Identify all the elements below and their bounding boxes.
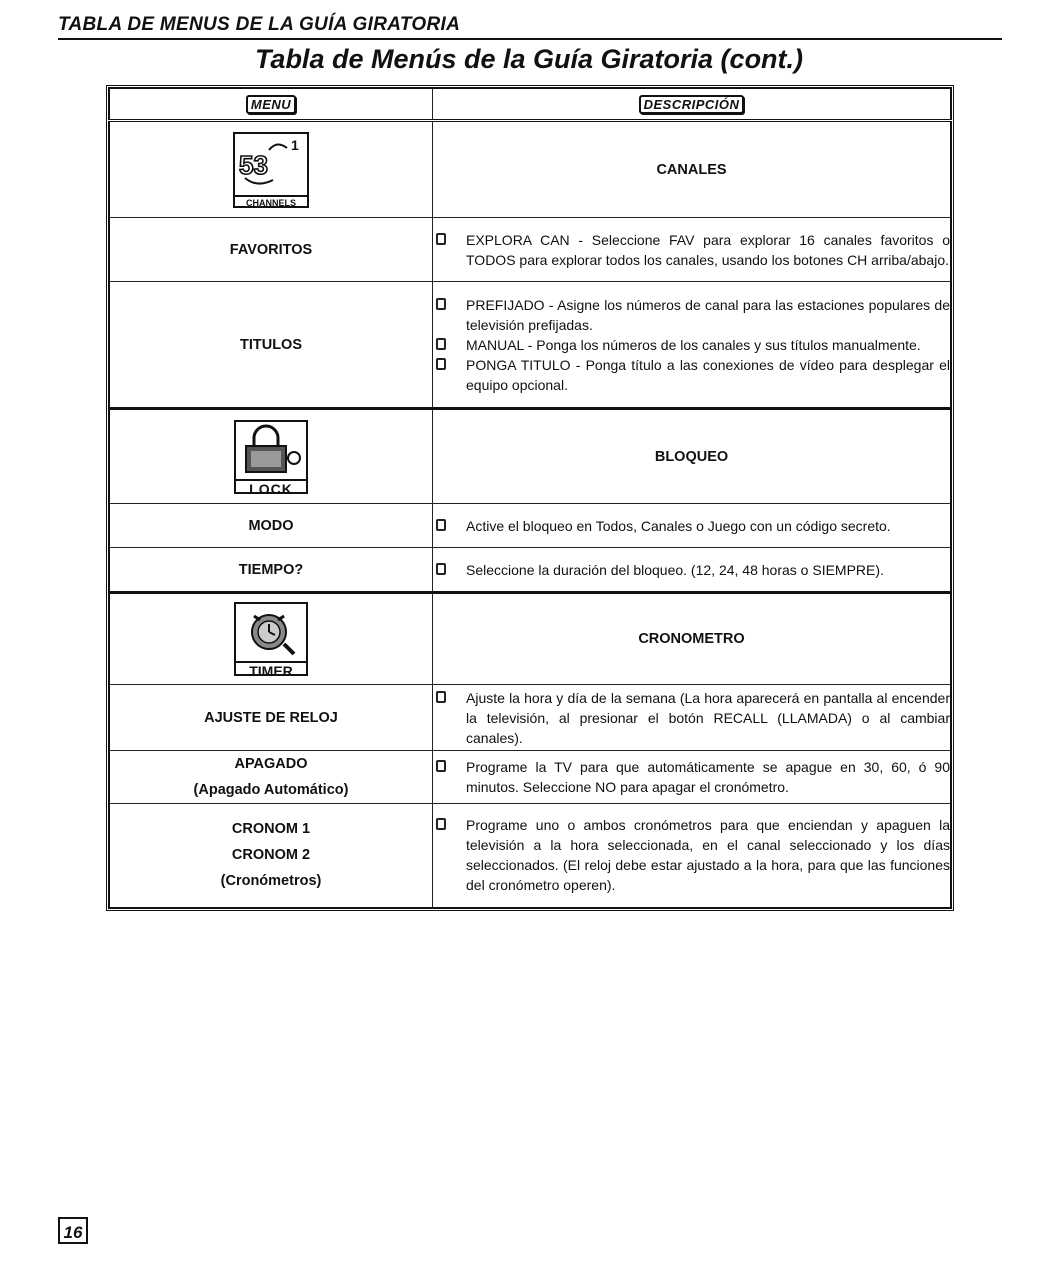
list-item: Seleccione la duración del bloqueo. (12, 24, 48 horas o SIEMPRE). bbox=[433, 560, 950, 580]
list-item: MANUAL - Ponga los números de los canales y sus títulos manualmente. bbox=[433, 335, 950, 355]
checkbox-bullet-icon bbox=[436, 358, 446, 370]
row-tiempo bbox=[109, 548, 951, 593]
apagado-description bbox=[433, 751, 952, 804]
apagado-cell bbox=[109, 751, 433, 804]
list-item: EXPLORA CAN - Seleccione FAV para explorar 16 canales favoritos o TODOS para explorar todos los canales, usando los botones CH arriba/abajo. bbox=[433, 230, 950, 270]
page-number: 16 bbox=[58, 1217, 88, 1244]
cronom-sublabel: (Cronómetros) bbox=[220, 873, 322, 890]
titulos-cell bbox=[109, 282, 433, 409]
ajuste-cell bbox=[109, 685, 433, 751]
timer-icon bbox=[234, 602, 308, 679]
ajuste-label: AJUSTE DE RELOJ bbox=[204, 709, 338, 726]
row-modo bbox=[109, 504, 951, 548]
checkbox-bullet-icon bbox=[436, 818, 446, 830]
list-item: Ajuste la hora y día de la semana (La hora aparecerá en pantalla al encender la televisión, al presionar el botón RECALL (LLAMADA) o al cambiar canales). bbox=[433, 688, 950, 748]
section-cronometro bbox=[109, 593, 951, 685]
timer-icon-cell bbox=[109, 593, 433, 685]
lock-graphic bbox=[236, 422, 306, 474]
lock-icon bbox=[234, 420, 308, 497]
timer-icon-caption: TIMER bbox=[236, 661, 306, 680]
channels-graphic bbox=[235, 134, 307, 190]
favoritos-label: FAVORITOS bbox=[229, 241, 313, 258]
titulos-description bbox=[433, 282, 952, 409]
checkbox-bullet-icon bbox=[436, 519, 446, 531]
row-titulos bbox=[109, 282, 951, 409]
apagado-sublabel: (Apagado Automático) bbox=[193, 782, 349, 798]
checkbox-bullet-icon bbox=[436, 691, 446, 703]
lock-icon-caption: LOCK bbox=[236, 479, 306, 498]
column-header-menu bbox=[109, 88, 433, 121]
channels-icon bbox=[233, 132, 309, 208]
cronom-cell bbox=[109, 804, 433, 908]
list-item: PONGA TITULO - Ponga título a las conexiones de vídeo para desplegar el equipo opcional. bbox=[433, 355, 950, 395]
checkbox-bullet-icon bbox=[436, 298, 446, 310]
running-head: TABLA DE MENUS DE LA GUÍA GIRATORIA bbox=[58, 14, 1002, 40]
modo-cell bbox=[109, 504, 433, 548]
svg-text:53: 53 bbox=[239, 149, 268, 180]
apagado-label: APAGADO bbox=[234, 756, 308, 772]
tiempo-label: TIEMPO? bbox=[238, 561, 304, 578]
channels-icon-caption: CHANNELS bbox=[235, 195, 307, 210]
menu-header-label: MENU bbox=[246, 95, 296, 114]
timer-graphic bbox=[236, 604, 306, 656]
channels-icon-cell bbox=[109, 121, 433, 218]
list-item: Programe uno o ambos cronómetros para que enciendan y apaguen la televisión a la hora seleccionada, en el canal seleccionado y los días seleccionados. (El reloj debe estar ajustado a la hora, para que las funciones del cronómetro operen). bbox=[433, 815, 950, 895]
favoritos-cell bbox=[109, 218, 433, 282]
section-canales bbox=[109, 121, 951, 218]
row-cronom bbox=[109, 804, 951, 908]
canales-title: CANALES bbox=[433, 121, 952, 218]
cronometro-title: CRONOMETRO bbox=[433, 593, 952, 685]
svg-text:1: 1 bbox=[291, 136, 299, 153]
list-item: Programe la TV para que automáticamente se apague en 30, 60, ó 90 minutos. Seleccione NO para apagar el cronómetro. bbox=[433, 757, 950, 797]
favoritos-description bbox=[433, 218, 952, 282]
column-header-description bbox=[433, 88, 952, 121]
cronom1-label: CRONOM 1 bbox=[231, 821, 311, 838]
section-bloqueo bbox=[109, 409, 951, 504]
list-item: Active el bloqueo en Todos, Canales o Juego con un código secreto. bbox=[433, 516, 950, 536]
list-item: PREFIJADO - Asigne los números de canal para las estaciones populares de televisión prefijadas. bbox=[433, 295, 950, 335]
table-header-row bbox=[109, 88, 951, 121]
description-header-label: DESCRIPCIÓN bbox=[639, 95, 745, 114]
bloqueo-title: BLOQUEO bbox=[433, 409, 952, 504]
modo-description bbox=[433, 504, 952, 548]
ajuste-description bbox=[433, 685, 952, 751]
titulos-label: TITULOS bbox=[239, 336, 303, 353]
cronom2-label: CRONOM 2 bbox=[231, 847, 311, 864]
checkbox-bullet-icon bbox=[436, 760, 446, 772]
page-title: Tabla de Menús de la Guía Giratoria (cont.) bbox=[254, 44, 804, 74]
row-apagado bbox=[109, 751, 951, 804]
tiempo-description bbox=[433, 548, 952, 593]
tiempo-cell bbox=[109, 548, 433, 593]
checkbox-bullet-icon bbox=[436, 563, 446, 575]
menu-table bbox=[108, 87, 952, 909]
checkbox-bullet-icon bbox=[436, 233, 446, 245]
modo-label: MODO bbox=[248, 517, 294, 534]
checkbox-bullet-icon bbox=[436, 338, 446, 350]
lock-icon-cell bbox=[109, 409, 433, 504]
row-ajuste-de-reloj bbox=[109, 685, 951, 751]
cronom-description bbox=[433, 804, 952, 908]
row-favoritos bbox=[109, 218, 951, 282]
